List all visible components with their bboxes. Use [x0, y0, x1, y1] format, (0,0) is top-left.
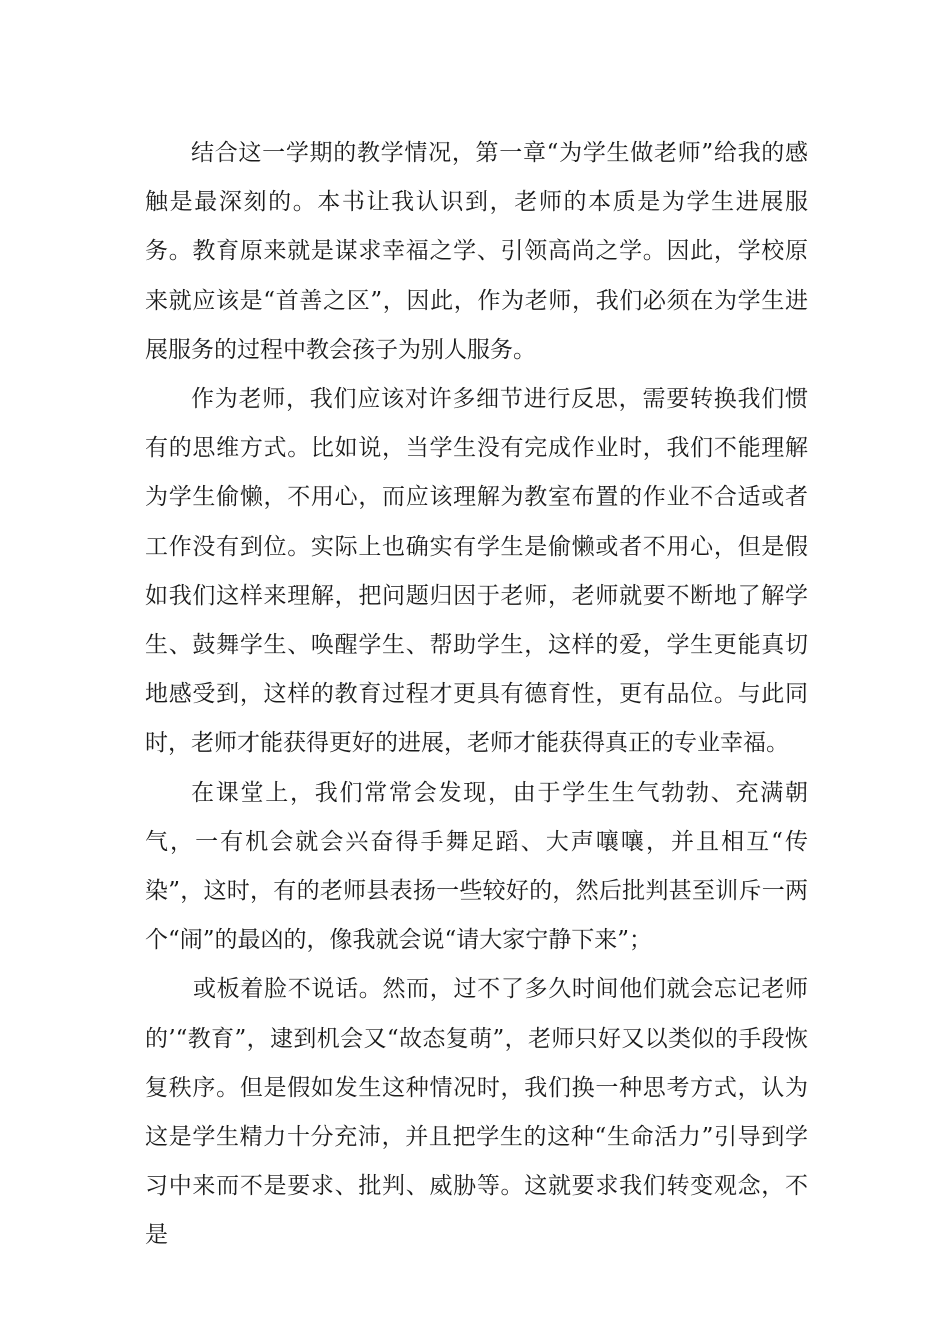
paragraph-4: 或板着脸不说话。然而，过不了多久时间他们就会忘记老师的’“教育”，逮到机会又“故态复萌”，老师只好又以类似的手段恢复秩序。但是假如发生这种情况时，我们换一种思考方式，认为这是学生精力十分充沛，并且把学生的这种“生命活力”引导到学习中来而不是要求、批判、威胁等。这就要求我们转变观念，不是 — [145, 976, 808, 1249]
paragraph-3: 在课堂上，我们常常会发现，由于学生生气勃勃、充满朝气，一有机会就会兴奋得手舞足蹈、大声嚷嚷，并且相互“传染”，这时，有的老师县表扬一些较好的，然后批判甚至训斥一两个“闹”的最凶的，像我就会说“请大家宁静下来”； — [145, 779, 808, 954]
document-body — [145, 129, 808, 1261]
paragraph-2: 作为老师，我们应该对许多细节进行反思，需要转换我们惯有的思维方式。比如说，当学生没有完成作业时，我们不能理解为学生偷懒，不用心，而应该理解为教室布置的作业不合适或者工作没有到位。实际上也确实有学生是偷懒或者不用心，但是假如我们这样来理解，把问题归因于老师，老师就要不断地了解学生、鼓舞学生、唤醒学生、帮助学生，这样的爱，学生更能真切地感受到，这样的教育过程才更具有德育性，更有品位。与此同时，老师才能获得更好的进展，老师才能获得真正的专业幸福。 — [145, 386, 808, 757]
paragraph-1: 结合这一学期的教学情况，第一章“为学生做老师”给我的感触是最深刻的。本书让我认识到，老师的本质是为学生进展服务。教育原来就是谋求幸福之学、引领高尚之学。因此，学校原来就应该是“首善之区”，因此，作为老师，我们必须在为学生进展服务的过程中教会孩子为别人服务。 — [145, 140, 808, 363]
